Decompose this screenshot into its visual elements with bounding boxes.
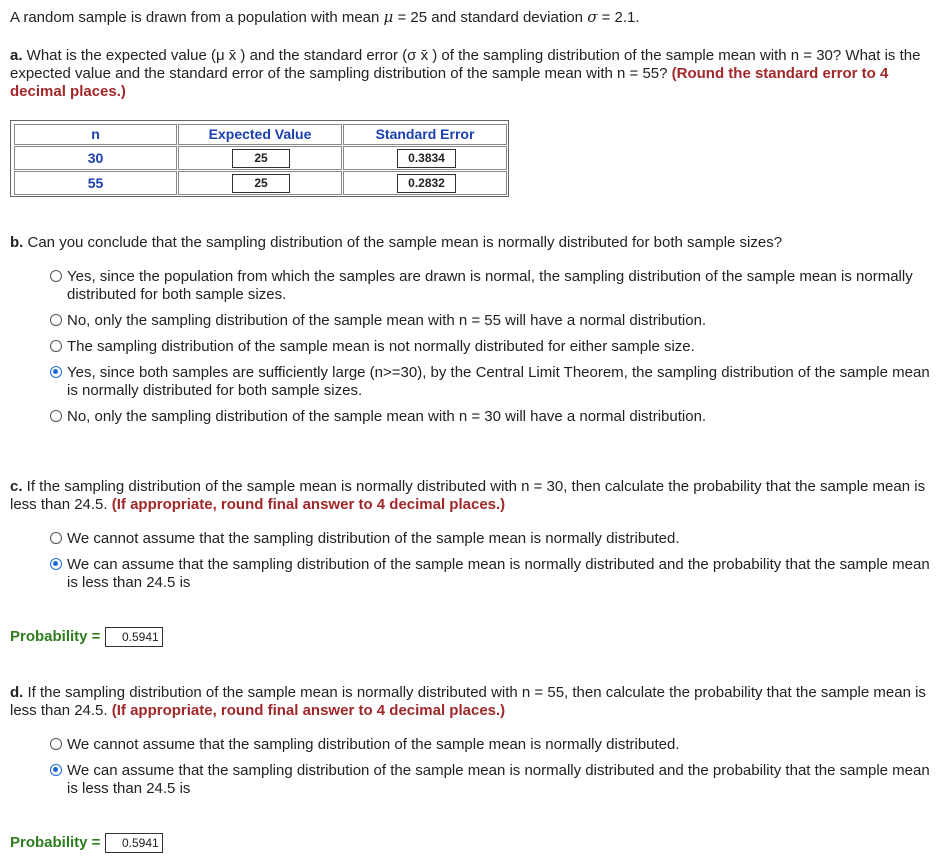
part-d-option-2[interactable] bbox=[50, 762, 935, 798]
part-b-text: Can you conclude that the sampling distribution of the sample mean is normally distributed for both sample sizes? bbox=[23, 234, 783, 251]
option-label: No, only the sampling distribution of the sample mean with n = 55 will have a normal distribution. bbox=[67, 312, 707, 329]
part-b-label: b. bbox=[10, 234, 24, 251]
row-n-30: 30 bbox=[14, 146, 177, 170]
radio-button[interactable] bbox=[50, 314, 62, 326]
part-c-option-1[interactable] bbox=[50, 530, 935, 548]
part-d-probability-label: Probability = bbox=[10, 834, 101, 851]
answer-table bbox=[10, 120, 509, 197]
part-c-instruction: (If appropriate, round final answer to 4 decimal places.) bbox=[111, 496, 506, 513]
part-d-text: If the sampling distribution of the sample mean is normally distributed with n = 55, then calculate the probability that the sample mean is less than 24.5. bbox=[10, 684, 926, 719]
part-c-probability-label: Probability = bbox=[10, 628, 101, 645]
option-label: The sampling distribution of the sample mean is not normally distributed for either sample size. bbox=[67, 338, 695, 355]
header-n: n bbox=[14, 124, 177, 145]
part-d-question bbox=[10, 684, 946, 720]
radio-button[interactable] bbox=[50, 738, 62, 750]
problem-intro bbox=[10, 8, 946, 27]
part-b-option-4[interactable] bbox=[50, 364, 935, 400]
option-label: No, only the sampling distribution of the sample mean with n = 30 will have a normal distribution. bbox=[67, 408, 707, 425]
table-row bbox=[178, 146, 342, 170]
sigma-symbol: σ bbox=[587, 8, 598, 26]
part-b-question bbox=[10, 234, 946, 252]
header-standard-error: Standard Error bbox=[343, 124, 507, 145]
part-a-question bbox=[10, 47, 946, 101]
radio-button-selected[interactable] bbox=[50, 764, 62, 776]
part-b-option-3[interactable] bbox=[50, 338, 935, 356]
part-c-text: If the sampling distribution of the sample mean is normally distributed with n = 30, then calculate the probability that the sample mean is less than 24.5. bbox=[10, 478, 926, 513]
part-d-label: d. bbox=[10, 684, 24, 701]
option-label: Yes, since both samples are sufficiently large (n>=30), by the Central Limit Theorem, the sampling distribution of the sample mean is normally distributed for both sample sizes. bbox=[67, 364, 930, 399]
radio-button[interactable] bbox=[50, 340, 62, 352]
part-d-probability-input[interactable]: 0.5941 bbox=[105, 833, 163, 853]
standard-error-input-30[interactable]: 0.3834 bbox=[397, 149, 456, 168]
part-d-option-1[interactable] bbox=[50, 736, 935, 754]
intro-text: A random sample is drawn from a population with mean bbox=[10, 9, 384, 26]
option-label: Yes, since the population from which the samples are drawn is normal, the sampling distribution of the sample mean is normally distributed for both sample sizes. bbox=[67, 268, 913, 303]
part-a-label: a. bbox=[10, 47, 23, 64]
part-c-question bbox=[10, 478, 946, 514]
option-label: We cannot assume that the sampling distribution of the sample mean is normally distributed. bbox=[67, 736, 680, 753]
intro-text: = 25 and standard deviation bbox=[393, 9, 588, 26]
standard-error-input-55[interactable]: 0.2832 bbox=[397, 174, 456, 193]
radio-button-selected[interactable] bbox=[50, 558, 62, 570]
part-a-instruction: (Round the standard error to 4 decimal places.) bbox=[10, 65, 889, 100]
table-row bbox=[178, 171, 342, 195]
row-n-55: 55 bbox=[14, 171, 177, 195]
part-b-option-5[interactable] bbox=[50, 408, 935, 426]
expected-value-input-55[interactable]: 25 bbox=[232, 174, 290, 193]
table-row bbox=[343, 171, 507, 195]
intro-text: = 2.1. bbox=[597, 9, 640, 26]
header-expected-value: Expected Value bbox=[178, 124, 342, 145]
part-b-option-1[interactable] bbox=[50, 268, 935, 304]
part-b-option-2[interactable] bbox=[50, 312, 935, 330]
radio-button-selected[interactable] bbox=[50, 366, 62, 378]
radio-button[interactable] bbox=[50, 270, 62, 282]
part-c-option-2[interactable] bbox=[50, 556, 935, 592]
option-label: We can assume that the sampling distribution of the sample mean is normally distributed and the probability that the sample mean is less than 24.5 is bbox=[67, 762, 930, 797]
part-a-text: What is the expected value (μ x̄ ) and the standard error (σ x̄ ) of the sampling distribution of the sample mean with n = 30? What is the expected value and the standard error of the sampling distribution of the sample mean with n = 55? bbox=[10, 47, 921, 82]
radio-button[interactable] bbox=[50, 532, 62, 544]
expected-value-input-30[interactable]: 25 bbox=[232, 149, 290, 168]
part-c-probability-input[interactable]: 0.5941 bbox=[105, 627, 163, 647]
radio-button[interactable] bbox=[50, 410, 62, 422]
table-row bbox=[343, 146, 507, 170]
part-c-label: c. bbox=[10, 478, 23, 495]
part-d-instruction: (If appropriate, round final answer to 4 decimal places.) bbox=[111, 702, 506, 719]
option-label: We can assume that the sampling distribution of the sample mean is normally distributed and the probability that the sample mean is less than 24.5 is bbox=[67, 556, 930, 591]
mu-symbol: μ bbox=[383, 8, 394, 26]
option-label: We cannot assume that the sampling distribution of the sample mean is normally distributed. bbox=[67, 530, 680, 547]
